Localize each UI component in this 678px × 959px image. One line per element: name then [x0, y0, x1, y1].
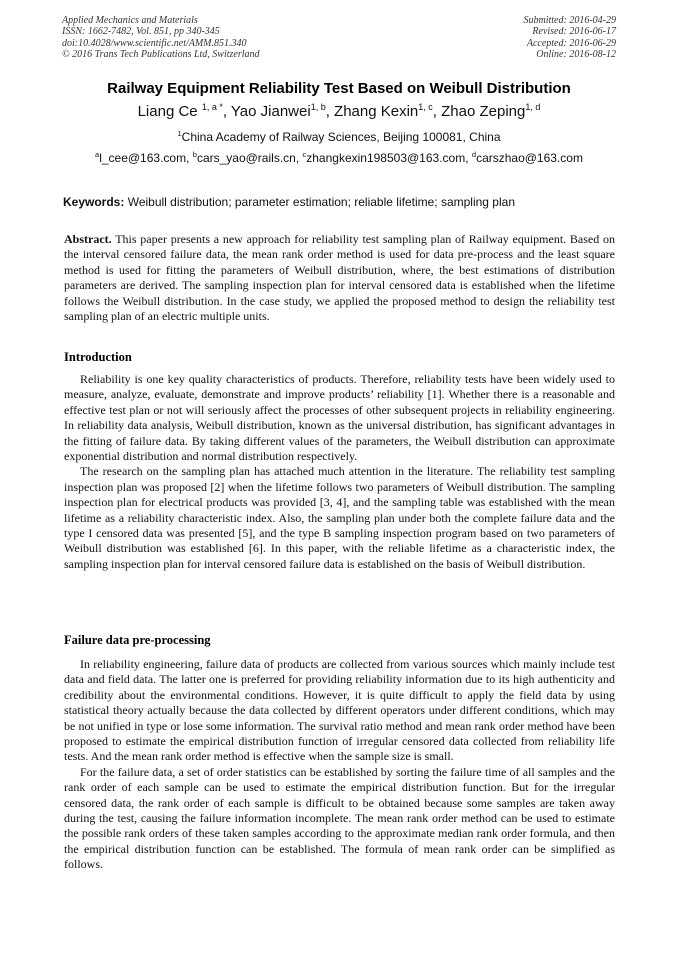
email-list: $^a$l_cee@163.com, $^b$cars_yao@rails.cn, $^c$zhangkexin198503@163.com, $^d$carszhao@163.com — [95, 150, 583, 165]
author-name: Liang Ce — [137, 103, 198, 120]
keywords — [63, 195, 615, 209]
email-link[interactable]: cars_yao@rails.cn — [196, 151, 296, 165]
affiliation-text: China Academy of Railway Sciences, Beijing 100081, China — [181, 130, 501, 144]
submitted-date: Submitted: 2016-04-29 — [523, 15, 616, 26]
keywords-label: Keywords: — [63, 195, 125, 209]
accepted-date: Accepted: 2016-06-29 — [526, 37, 616, 49]
publication-dates — [524, 15, 617, 61]
affiliation — [0, 130, 678, 144]
section-heading-introduction: Introduction — [64, 350, 132, 364]
abstract-label: Abstract. — [64, 232, 112, 246]
author-sup: 1, b — [310, 102, 326, 112]
author-sup: 1, a * — [201, 102, 223, 112]
email-link[interactable]: l_cee@163.com — [99, 151, 187, 165]
section-heading-failure-data: Failure data pre-processing — [64, 633, 211, 647]
paragraph: Reliability is one key quality characteristics of products. Therefore, reliability tests have been widely used to measure, analyze, evaluate, demonstrate and improve products’ reliability [1]. Whether there is a reasonable and effective test plan or not will seriously affect the processes of other subsequent projects in reliability engineering. In reliability data analysis, Weibull distribution, known as the universal distribution, has significant advantages in the fitting of failure data. By taking different values of the parameters, the Weibull distribution can approximate exponential distribution and normal distribution respectively. — [64, 372, 615, 464]
email-sup: a — [95, 150, 100, 159]
email-link[interactable]: carszhao@163.com — [476, 151, 583, 165]
failure-data-body — [64, 657, 615, 873]
author-name: Yao Jianwei — [230, 103, 311, 120]
revised-date: Revised: 2016-06-17 — [532, 26, 616, 38]
issn-line: ISSN: 1662-7482, Vol. 851, pp 340-345 — [62, 26, 220, 38]
journal-name: Applied Mechanics and Materials — [62, 15, 198, 26]
author-sup: 1, d — [525, 102, 541, 112]
affiliation-sup: 1 — [177, 129, 182, 138]
author-name: Zhang Kexin — [334, 103, 419, 120]
email-sup: b — [192, 150, 197, 159]
online-date: Online: 2016-08-12 — [536, 49, 616, 61]
keywords-text: Weibull distribution; parameter estimation; reliable lifetime; sampling plan — [127, 195, 515, 209]
paragraph: The research on the sampling plan has attached much attention in the literature. The reliability test sampling inspection plan was proposed [2] when the lifetime follows two parameters of Weibull distribution. The sampling inspection plan for electrical products was provided [3, 4], and the sampling table was established with the mean lifetime as a reliability characteristic index. Also, the sampling plan under both the complete failure data and the type I censored data was presented [5], and the type B sampling inspection program based on two parameters of Weibull distribution was established [6]. In this paper, with the reliable lifetime as a characteristic index, the sampling inspection plan for interval censored failure data is established on the basis of Weibull distribution. — [64, 464, 615, 571]
paragraph: In reliability engineering, failure data of products are collected from various sources which mainly include test data and field data. The latter one is preferred for providing reliability information due to its high authenticity and credibility about the environmental conditions. However, it is quite difficult to apply the field data by using statistical theory actually because the data collected by different operators under different conditions, which may be not unified in type or lose some information. The survival ratio method and mean rank order method have been proposed to estimate the empirical distribution function of irregular censored data collected from reliability life tests. And the mean rank order method is effective when the sample size is small. — [64, 657, 615, 764]
doi-line: doi:10.4028/www.scientific.net/AMM.851.340 — [62, 37, 247, 49]
paragraph: For the failure data, a set of order statistics can be established by sorting the failure time of all samples and the rank order of each sample can be used to estimate the empirical distribution function. But for the irregular censored data, the rank order of each sample is difficult to be obtained because some samples are taken away during the test, causing the failure information incomplete. The mean rank order method can be used to estimate the possible rank orders of these taken samples according to the approximate median rank order formula, and then the empirical distribution function can be established. The formula of mean rank order can be simplified as follows. — [64, 764, 615, 872]
author-name: Zhao Zeping — [441, 103, 526, 120]
copyright-line: © 2016 Trans Tech Publications Ltd, Switzerland — [62, 49, 260, 61]
abstract-text: This paper presents a new approach for reliability test sampling plan of Railway equipment. Based on the interval censored failure data, the mean rank order method is used for data pre-process and the least square method is used for fitting the parameters of Weibull distribution, where, the best estimations of distribution parameters are derived. The sampling inspection plan for interval censored data is established when the lifetime follows the Weibull distribution. In the case study, we applied the proposed method to design the reliability test sampling plan of an electric multiple units. — [64, 232, 615, 324]
email-link[interactable]: zhangkexin198503@163.com — [306, 151, 466, 165]
introduction-body — [64, 372, 615, 572]
author-list: Liang Ce $^{1, a *}$, Yao Jianwei$^{1, b}$, Zhang Kexin$^{1, c}$, Zhao Zeping$^{1, d}$ — [137, 102, 541, 120]
journal-info — [62, 15, 260, 61]
abstract — [64, 232, 615, 324]
paper-title: Railway Equipment Reliability Test Based on Weibull Distribution — [107, 80, 571, 97]
email-sup: c — [302, 150, 307, 159]
email-sup: d — [471, 150, 477, 159]
author-sup: 1, c — [418, 102, 433, 112]
